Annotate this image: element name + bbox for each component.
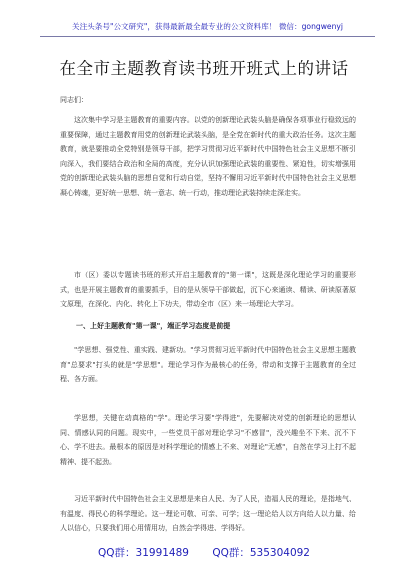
section-paragraph: 习近平新时代中国特色社会主义思想是来自人民、为了人民，造福人民的理论，是指地气、有温度、得民心的科学理论。这一理论可敬、可亲、可学；这一理论给人以方向给人以力量、给人以信心，只要我们用心用情用功，自然会学得进、学得好。 <box>60 495 356 532</box>
footer-contact <box>0 545 408 560</box>
section-paragraph: 学思想，关键在动真格的"学"。理论学习要"学得进"，先要解决对党的创新理论的思想认同、情感认同的问题。现实中，一些党员干部对理论学习"不感冒"，没兴趣坐不下来、沉不下心、学不进去。最根本的原因是对科学理论的情感上不来、对理论"无感"，自然在学习上打不起精神、提不起劲。 <box>60 414 356 466</box>
greeting: 同志们： <box>60 96 88 104</box>
footer-qq-group-1: QQ群：31991489 <box>98 547 189 559</box>
document-title: 在全市主题教育读书班开班式上的讲话 <box>59 59 349 78</box>
header-banner: 关注头条号"公文研究"，获得最新最全最专业的公文资料库！ 微信：gongwenyj <box>40 20 375 37</box>
body-paragraph: 这次集中学习是主题教育的重要内容。以党的创新理论武装头脑是确保各项事业行稳致远的重要保障，通过主题教育用党的创新理论武装头脑，是全党在新时代的重大政治任务。这次主题教育，就是要推动全党特别是领导干部，把学习贯彻习近平新时代中国特色社会主义思想不断引向深入，我们要结合政治和全局的高度，充分认识加强理论武装的重要性、紧迫性，切实增强用党的创新理论武装头脑的思想自觉和行动自觉，坚持不懈用习近平新时代中国特色社会主义思想凝心铸魂，更好统一思想、统一意志、统一行动，推动理论武装持续走深走实。 <box>60 116 356 197</box>
section-paragraph: "学思想、强党性、重实践、建新功。"学习贯彻习近平新时代中国特色社会主义思想主题教育"总要求"打头的就是"学思想"。理论学习作为最核心的任务，带动和支撑于主题教育的全过程、各方面。 <box>60 346 356 383</box>
section-heading: 一、上好主题教育"第一课"，端正学习态度是前提 <box>76 322 231 330</box>
footer-qq-group-2: QQ群：535304092 <box>212 547 310 559</box>
body-paragraph: 市（区）委以专题读书班的形式开启主题教育的"第一课"，这既是深化理论学习的重要形式，也是开展主题教育的重要抓手，目的是从领导干部做起，沉下心来通读、精读、研读原著原文原理，在深化、内化、转化上下功夫，带动全市（区）来一场理论大学习。 <box>60 271 356 308</box>
